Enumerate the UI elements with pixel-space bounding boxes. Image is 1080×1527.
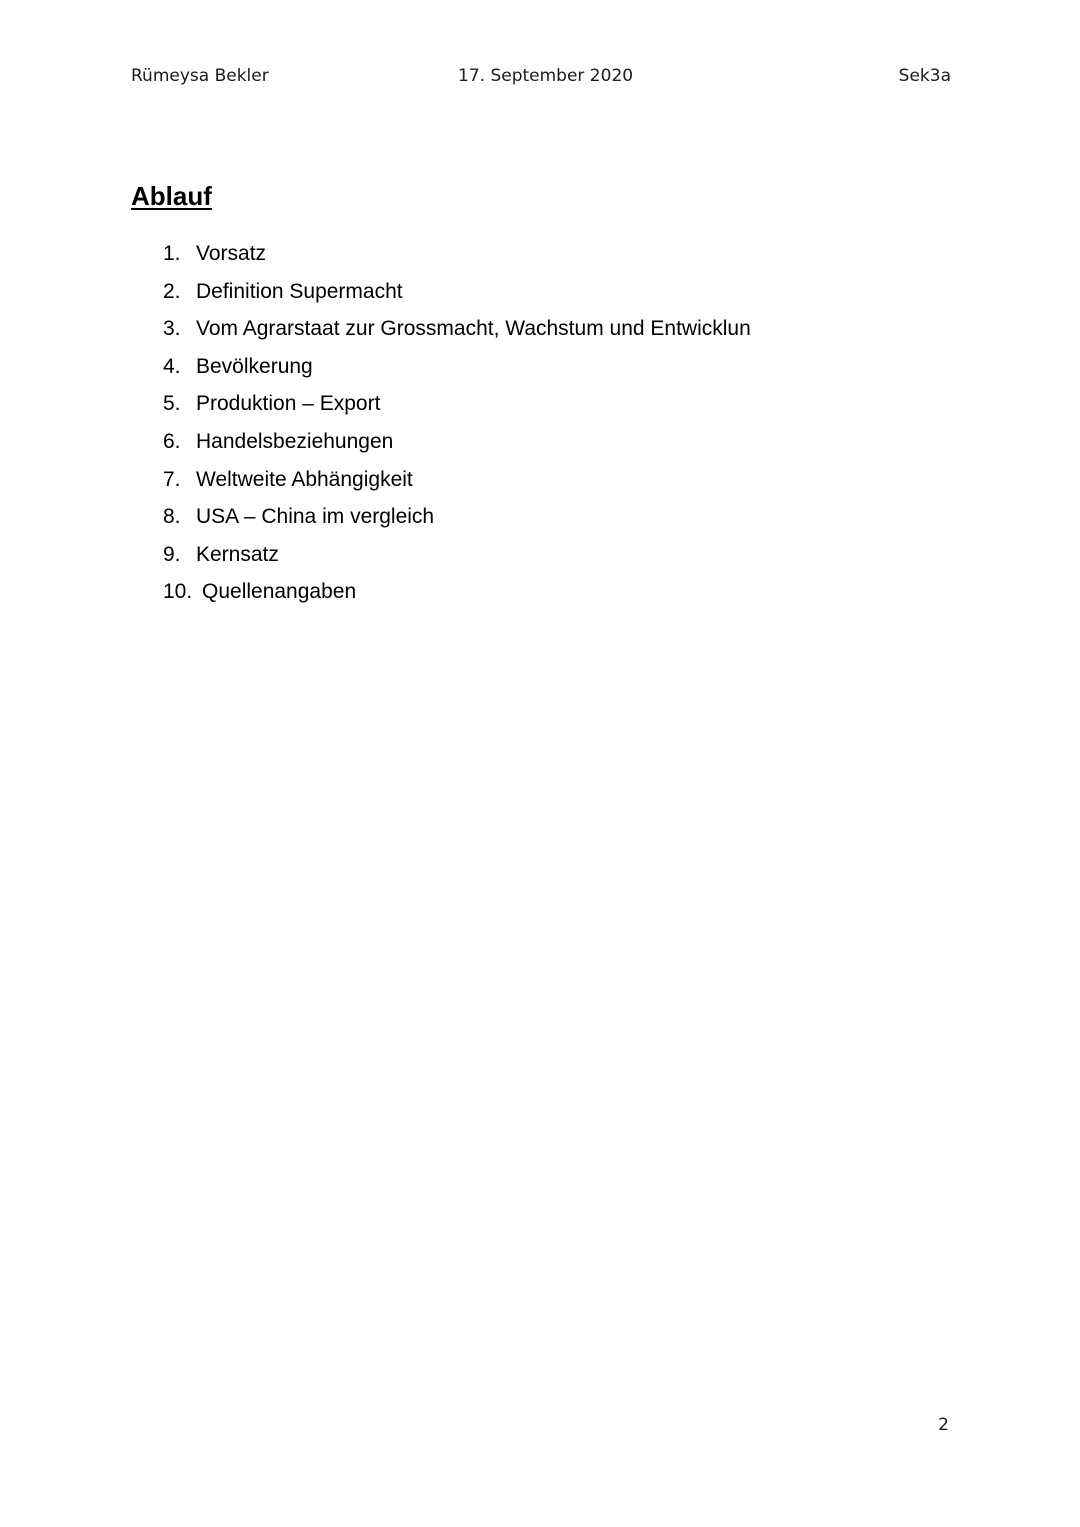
list-item <box>163 578 751 616</box>
list-item <box>163 278 751 316</box>
item-label: Weltweite Abhängigkeit <box>196 467 413 491</box>
header-date: 17. September 2020 <box>458 66 634 86</box>
item-number: 1. <box>163 242 181 265</box>
item-number: 8. <box>163 505 181 529</box>
item-label: Vom Agrarstaat zur Grossmacht, Wachstum und Entwicklun <box>196 317 751 341</box>
item-label: Definition Supermacht <box>196 279 403 303</box>
item-number: 6. <box>163 429 181 453</box>
item-number: 10. <box>163 580 193 604</box>
item-number: 2. <box>163 279 181 303</box>
list-item <box>163 466 751 504</box>
section-title: Ablauf <box>131 181 212 211</box>
list-item <box>163 503 751 541</box>
item-label: Handelsbeziehungen <box>196 429 394 453</box>
header-class: Sek3a <box>898 66 951 86</box>
item-label: Quellenangaben <box>202 580 357 604</box>
list-item <box>163 390 751 428</box>
list-item <box>163 541 751 579</box>
item-number: 4. <box>163 354 181 378</box>
item-number: 3. <box>163 317 181 341</box>
page-number: 2 <box>938 1415 949 1435</box>
page-header <box>131 66 951 90</box>
list-item <box>163 353 751 391</box>
header-author: Rümeysa Bekler <box>131 66 269 86</box>
item-label: Bevölkerung <box>196 354 313 378</box>
list-item <box>163 428 751 466</box>
item-number: 7. <box>163 467 181 491</box>
item-label: Kernsatz <box>196 542 279 566</box>
item-label: Produktion – Export <box>196 392 381 416</box>
item-label: Vorsatz <box>196 242 267 265</box>
list-item <box>163 315 751 353</box>
agenda-list <box>163 240 751 616</box>
item-number: 5. <box>163 392 181 416</box>
item-number: 9. <box>163 542 181 566</box>
item-label: USA – China im vergleich <box>196 505 435 529</box>
list-item <box>163 240 751 278</box>
